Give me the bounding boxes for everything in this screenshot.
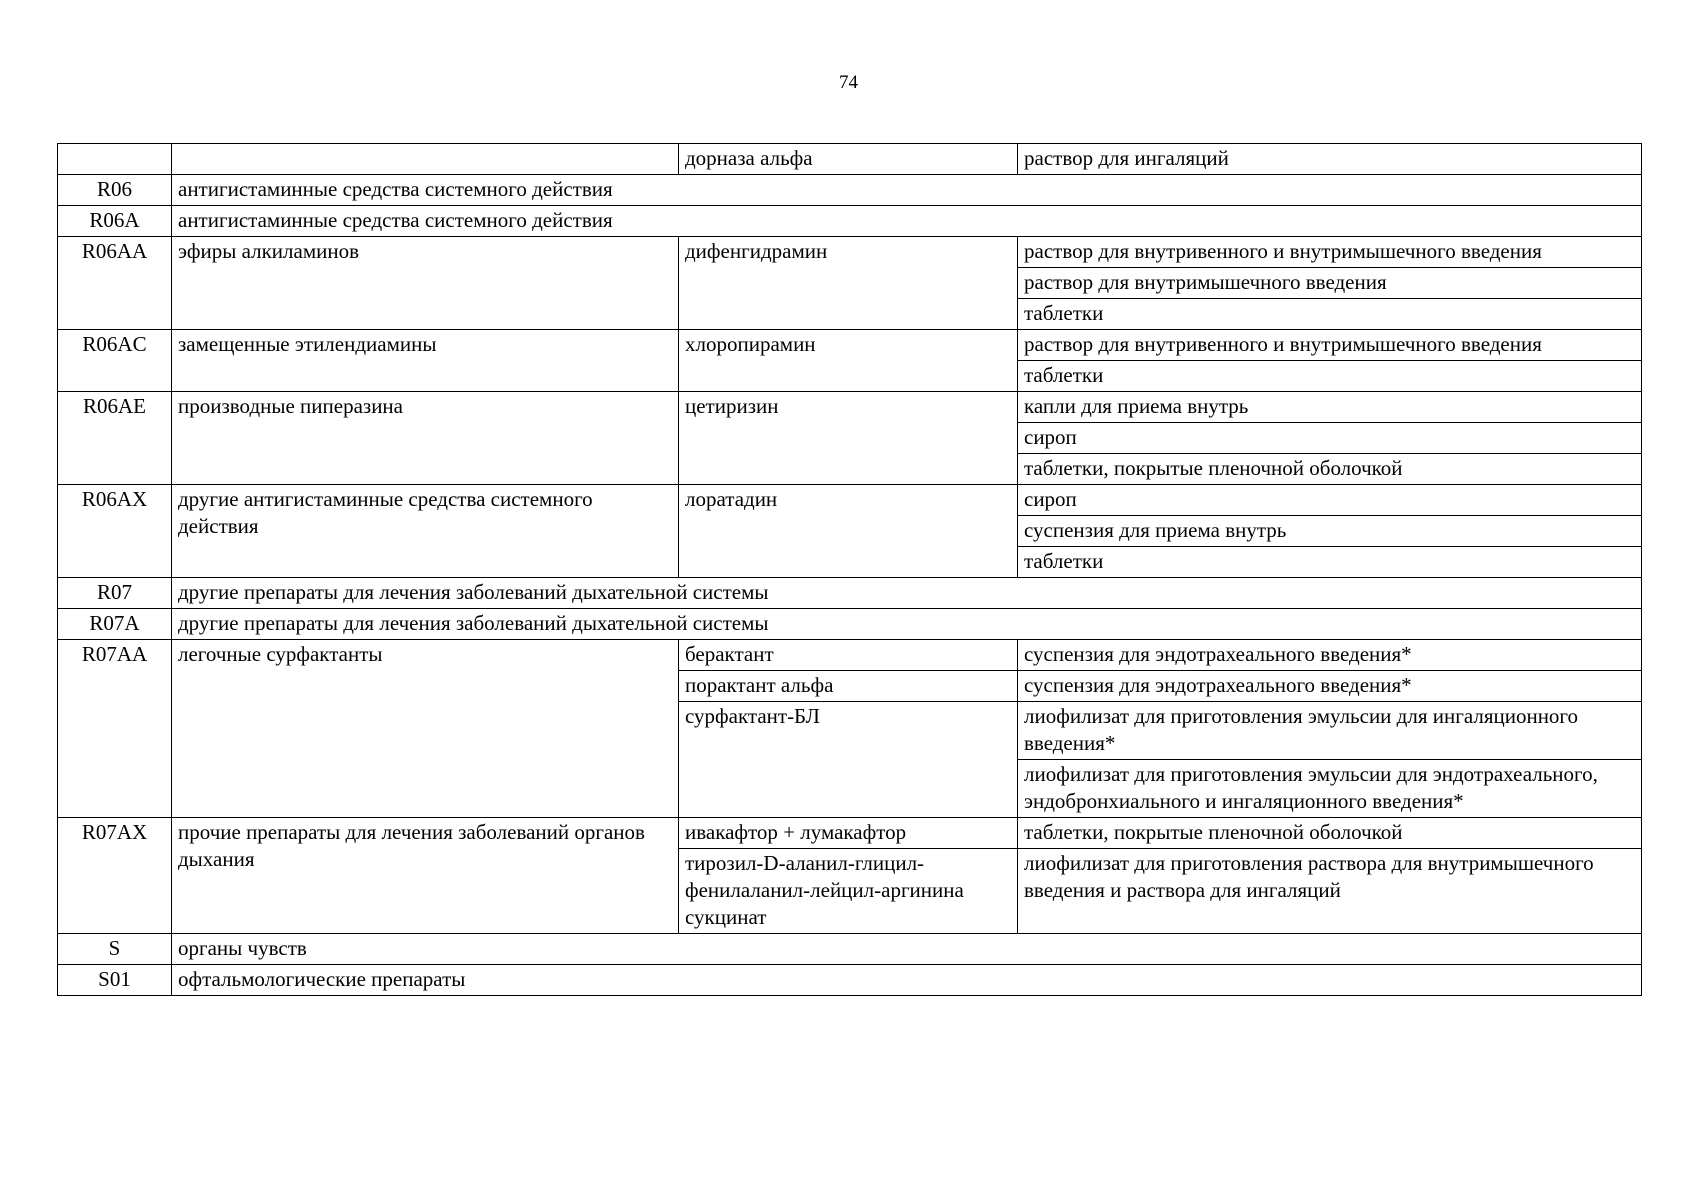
table-row (58, 144, 1642, 175)
table-row (58, 175, 1642, 206)
dosage-form-cell: лиофилизат для приготовления раствора для внутримышечного введения и раствора для ингаляций (1018, 849, 1642, 934)
dosage-form-cell: сироп (1018, 485, 1642, 516)
dosage-form-cell: суспензия для эндотрахеального введения* (1018, 640, 1642, 671)
group-description-cell: другие антигистаминные средства системного действия (172, 485, 679, 578)
table-row (58, 640, 1642, 671)
drug-list-table (57, 143, 1642, 996)
group-description-cell: эфиры алкиламинов (172, 237, 679, 330)
dosage-form-cell: суспензия для приема внутрь (1018, 516, 1642, 547)
group-description-cell (172, 144, 679, 175)
group-description-cell: другие препараты для лечения заболеваний дыхательной системы (172, 578, 1642, 609)
dosage-form-cell: таблетки (1018, 361, 1642, 392)
atc-code-cell: R07AA (58, 640, 172, 818)
atc-code-cell: R07 (58, 578, 172, 609)
table-row (58, 392, 1642, 423)
atc-code-cell: R06A (58, 206, 172, 237)
dosage-form-cell: таблетки (1018, 299, 1642, 330)
atc-code-cell: R06AX (58, 485, 172, 578)
drug-name-cell: порактант альфа (679, 671, 1018, 702)
atc-code-cell: R06AC (58, 330, 172, 392)
dosage-form-cell: раствор для внутривенного и внутримышечного введения (1018, 330, 1642, 361)
table-row (58, 578, 1642, 609)
drug-name-cell: цетиризин (679, 392, 1018, 485)
atc-code-cell: R07A (58, 609, 172, 640)
dosage-form-cell: капли для приема внутрь (1018, 392, 1642, 423)
drug-name-cell: дорназа альфа (679, 144, 1018, 175)
group-description-cell: антигистаминные средства системного действия (172, 206, 1642, 237)
table-row (58, 330, 1642, 361)
table-row (58, 485, 1642, 516)
dosage-form-cell: лиофилизат для приготовления эмульсии для ингаляционного введения* (1018, 702, 1642, 760)
dosage-form-cell: суспензия для эндотрахеального введения* (1018, 671, 1642, 702)
atc-code-cell: S (58, 934, 172, 965)
drug-name-cell: тирозил-D-аланил-глицил-фенилаланил-лейцил-аргинина сукцинат (679, 849, 1018, 934)
dosage-form-cell: таблетки, покрытые пленочной оболочкой (1018, 454, 1642, 485)
group-description-cell: прочие препараты для лечения заболеваний органов дыхания (172, 818, 679, 934)
dosage-form-cell: таблетки, покрытые пленочной оболочкой (1018, 818, 1642, 849)
table-row (58, 237, 1642, 268)
group-description-cell: легочные сурфактанты (172, 640, 679, 818)
dosage-form-cell: раствор для ингаляций (1018, 144, 1642, 175)
dosage-form-cell: раствор для внутримышечного введения (1018, 268, 1642, 299)
atc-code-cell: S01 (58, 965, 172, 996)
group-description-cell: органы чувств (172, 934, 1642, 965)
atc-code-cell: R06 (58, 175, 172, 206)
drug-name-cell: сурфактант-БЛ (679, 702, 1018, 818)
table-row (58, 206, 1642, 237)
table-row (58, 934, 1642, 965)
table-row (58, 818, 1642, 849)
atc-code-cell: R06AA (58, 237, 172, 330)
group-description-cell: производные пиперазина (172, 392, 679, 485)
drug-name-cell: хлоропирамин (679, 330, 1018, 392)
atc-code-cell (58, 144, 172, 175)
group-description-cell: замещенные этилендиамины (172, 330, 679, 392)
drug-name-cell: лоратадин (679, 485, 1018, 578)
table-row (58, 609, 1642, 640)
group-description-cell: антигистаминные средства системного действия (172, 175, 1642, 206)
drug-name-cell: дифенгидрамин (679, 237, 1018, 330)
dosage-form-cell: лиофилизат для приготовления эмульсии для эндотрахеального, эндобронхиального и ингаляционного введения* (1018, 760, 1642, 818)
group-description-cell: другие препараты для лечения заболеваний дыхательной системы (172, 609, 1642, 640)
dosage-form-cell: таблетки (1018, 547, 1642, 578)
drug-name-cell: берактант (679, 640, 1018, 671)
atc-code-cell: R07AX (58, 818, 172, 934)
drug-name-cell: ивакафтор + лумакафтор (679, 818, 1018, 849)
table-row (58, 965, 1642, 996)
page-number: 74 (839, 72, 858, 93)
atc-code-cell: R06AE (58, 392, 172, 485)
group-description-cell: офтальмологические препараты (172, 965, 1642, 996)
dosage-form-cell: сироп (1018, 423, 1642, 454)
dosage-form-cell: раствор для внутривенного и внутримышечного введения (1018, 237, 1642, 268)
